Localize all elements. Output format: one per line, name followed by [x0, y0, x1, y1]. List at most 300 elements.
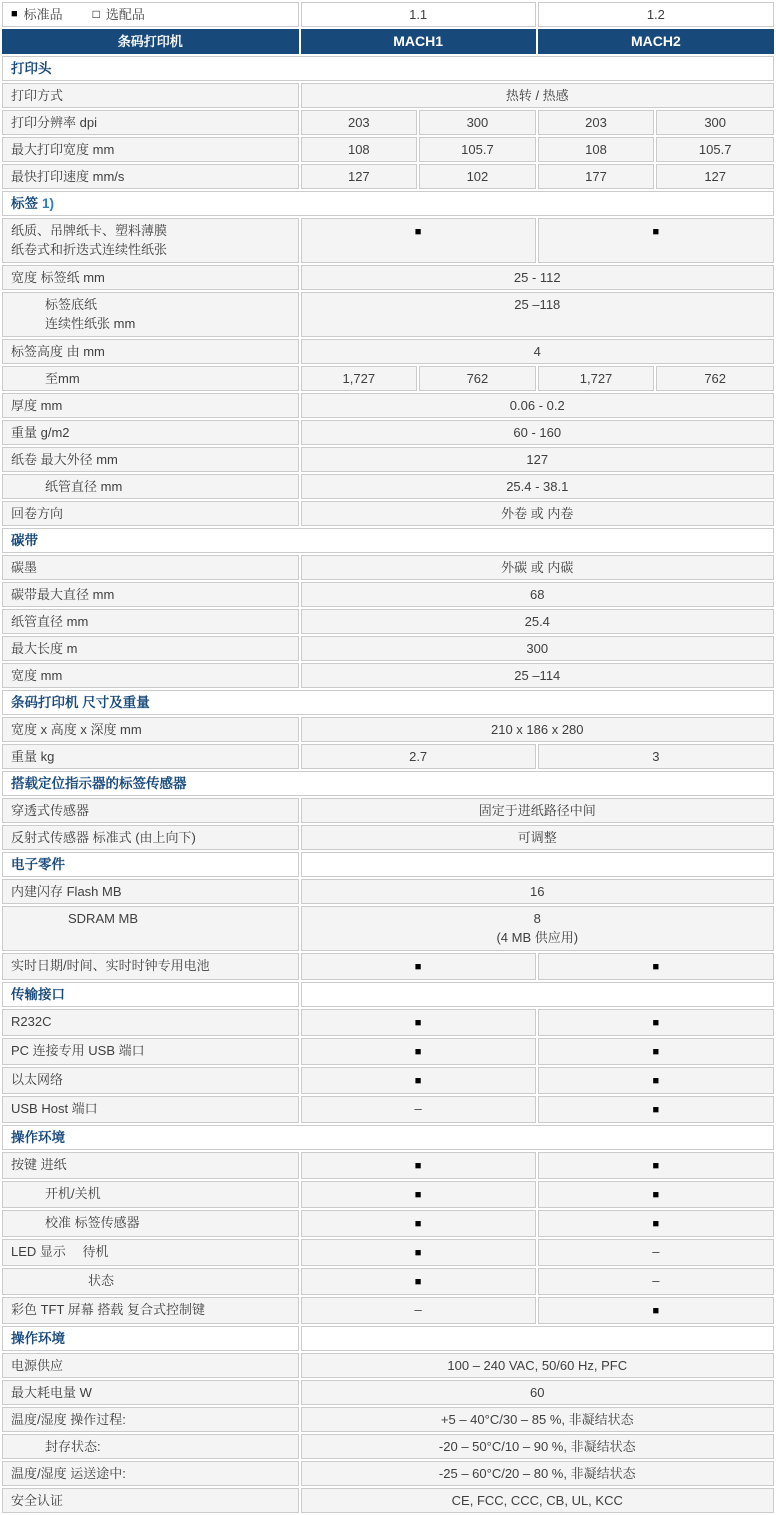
spec-label-cell	[2, 1038, 299, 1065]
spec-value-cell	[301, 555, 774, 580]
spec-label-cell	[2, 1353, 299, 1378]
spec-label: 重量 g/m2	[11, 425, 70, 440]
spec-label: 标签高度 由 mm	[11, 344, 105, 359]
table-row	[2, 825, 774, 850]
spec-label: 重量 kg	[11, 749, 55, 764]
spec-value-cell	[301, 164, 418, 189]
spec-value: 68	[530, 587, 545, 602]
table-row	[2, 1268, 774, 1295]
spec-value-cell	[301, 798, 774, 823]
table-row	[2, 339, 774, 364]
spec-label-cell	[2, 906, 299, 951]
sub-section-title-cell	[2, 852, 299, 877]
spec-value-cell	[301, 110, 418, 135]
spec-label-cell	[2, 879, 299, 904]
standard-mark-cell	[538, 1096, 774, 1123]
spec-label-cell	[2, 110, 299, 135]
section-row	[2, 1125, 774, 1150]
spec-label: 回卷方向	[11, 506, 64, 521]
filled-square-mark: ■	[414, 961, 422, 973]
table-row	[2, 953, 774, 980]
spec-value: -20 – 50°C/10 – 90 %, 非凝结状态	[438, 1439, 636, 1454]
standard-mark-cell	[301, 1038, 536, 1065]
spec-value: (4 MB 供应用)	[496, 930, 579, 945]
table-row	[2, 501, 774, 526]
section-title-cell	[2, 1125, 774, 1150]
spec-value-cell	[419, 164, 536, 189]
table-row	[2, 1009, 774, 1036]
spec-label: USB Host 端口	[11, 1101, 98, 1116]
filled-square-mark: ■	[652, 1160, 660, 1172]
table-row	[2, 137, 774, 162]
spec-label-cell	[2, 636, 299, 661]
spec-label: 状态	[88, 1273, 115, 1288]
spec-value: 105.7	[698, 142, 732, 157]
spec-value-cell	[301, 1353, 774, 1378]
spec-label-cell	[2, 1297, 299, 1324]
spec-label: 打印分辨率 dpi	[11, 115, 97, 130]
spec-value-cell	[301, 609, 774, 634]
spec-value: -25 – 60°C/20 – 80 %, 非凝结状态	[438, 1466, 636, 1481]
spec-value: 300	[704, 115, 727, 130]
table-row	[2, 798, 774, 823]
standard-mark-cell	[538, 1067, 774, 1094]
spec-value: 25 –114	[514, 668, 561, 683]
spec-value-cell	[301, 636, 774, 661]
table-row	[2, 1407, 774, 1432]
not-available-cell	[301, 1096, 536, 1123]
spec-value-cell	[301, 1380, 774, 1405]
spec-label: 纸卷式和折迭式连续性纸张	[11, 242, 168, 257]
spec-value-cell	[301, 339, 774, 364]
spec-value-cell	[301, 1488, 774, 1513]
spec-value: 300	[526, 641, 549, 656]
spec-label-cell	[2, 474, 299, 499]
spec-label-cell	[2, 1067, 299, 1094]
standard-mark-cell	[301, 1152, 536, 1179]
spec-label: 纸卷 最大外径 mm	[11, 452, 118, 467]
spec-label: 纸质、吊牌纸卡、塑料薄膜	[11, 223, 168, 238]
section-title: 打印头	[11, 61, 52, 76]
spec-label-cell	[2, 447, 299, 472]
spec-label-cell	[2, 1096, 299, 1123]
table-row	[2, 555, 774, 580]
spec-value-cell	[301, 744, 536, 769]
section-title-cell	[2, 191, 774, 216]
spec-table-body	[2, 56, 774, 1513]
table-row	[2, 218, 774, 263]
section-row	[2, 690, 774, 715]
spec-value-cell	[301, 663, 774, 688]
table-row	[2, 393, 774, 418]
section-title-cell	[2, 528, 774, 553]
spec-value-cell	[301, 717, 774, 742]
spec-value-cell	[301, 1461, 774, 1486]
spec-value-cell	[301, 265, 774, 290]
spec-value-cell	[419, 110, 536, 135]
spec-label: R232C	[11, 1014, 52, 1029]
section-title: 操作环境	[11, 1331, 65, 1346]
section-title: 搭载定位指示器的标签传感器	[11, 776, 187, 791]
spec-label: 温度/湿度 运送途中:	[11, 1466, 126, 1481]
table-row	[2, 636, 774, 661]
spec-label: 宽度 mm	[11, 668, 63, 683]
standard-mark-cell	[301, 218, 536, 263]
standard-mark-cell	[538, 1152, 774, 1179]
spec-label-cell	[2, 1239, 299, 1266]
table-row	[2, 164, 774, 189]
spec-label: 校准 标签传感器	[45, 1215, 140, 1230]
dash-mark: –	[652, 1273, 660, 1288]
spec-label-cell	[2, 218, 299, 263]
table-row	[2, 582, 774, 607]
spec-value: 127	[347, 169, 370, 184]
table-row	[2, 265, 774, 290]
table-row	[2, 879, 774, 904]
spec-label-cell	[2, 1407, 299, 1432]
spec-label-cell	[2, 339, 299, 364]
spec-label: 宽度 标签纸 mm	[11, 270, 105, 285]
spec-label-cell	[2, 555, 299, 580]
spec-label: SDRAM MB	[68, 911, 139, 926]
spec-label-cell	[2, 83, 299, 108]
spec-label-cell	[2, 1380, 299, 1405]
filled-square-icon: ■	[11, 8, 18, 20]
legend	[11, 5, 290, 24]
sub-section-title-cell	[2, 1326, 299, 1351]
legend-cell	[2, 2, 299, 27]
spec-label-cell	[2, 164, 299, 189]
spec-label-cell	[2, 501, 299, 526]
spec-value: 60	[530, 1385, 545, 1400]
spec-value-cell	[301, 292, 774, 337]
spec-value: 可调整	[517, 830, 557, 845]
sub-section-empty-cell	[301, 852, 774, 877]
filled-square-mark: ■	[652, 1046, 660, 1058]
spec-value-cell	[301, 420, 774, 445]
spec-value-cell	[656, 110, 774, 135]
spec-label: 最快打印速度 mm/s	[11, 169, 125, 184]
spec-label-cell	[2, 265, 299, 290]
spec-value-cell	[419, 366, 536, 391]
spec-label: 最大长度 m	[11, 641, 78, 656]
section-row	[2, 528, 774, 553]
spec-value-cell	[301, 447, 774, 472]
spec-label: 开机/关机	[45, 1186, 101, 1201]
spec-label: 电源供应	[11, 1358, 64, 1373]
legend-optional-label: 选配品	[105, 7, 145, 22]
standard-mark-cell	[301, 1009, 536, 1036]
spec-value-cell	[301, 1434, 774, 1459]
spec-label: 安全认证	[11, 1493, 64, 1508]
filled-square-mark: ■	[414, 1017, 422, 1029]
spec-value-cell	[301, 83, 774, 108]
spec-value: 固定于进纸路径中间	[478, 803, 596, 818]
spec-value: 102	[466, 169, 489, 184]
table-row	[2, 420, 774, 445]
section-title: 条码打印机 尺寸及重量	[11, 695, 150, 710]
spec-value: CE, FCC, CCC, CB, UL, KCC	[451, 1493, 623, 1508]
spec-value: 210 x 186 x 280	[491, 722, 584, 737]
model-header-row	[2, 29, 774, 54]
spec-value-cell	[538, 164, 655, 189]
version-1-2-cell: 1.2	[538, 2, 774, 27]
spec-label-cell	[2, 582, 299, 607]
spec-label: 打印方式	[11, 88, 64, 103]
spec-label-cell	[2, 420, 299, 445]
table-row	[2, 1067, 774, 1094]
spec-value-cell	[419, 137, 536, 162]
table-row	[2, 717, 774, 742]
section-title-cell	[2, 690, 774, 715]
table-row	[2, 110, 774, 135]
section-title-footnote: 1)	[42, 196, 55, 211]
spec-value: 203	[347, 115, 370, 130]
table-row	[2, 1181, 774, 1208]
spec-label-cell	[2, 1461, 299, 1486]
section-title-cell	[2, 56, 774, 81]
filled-square-mark: ■	[652, 1189, 660, 1201]
spec-label-cell	[2, 393, 299, 418]
spec-label-cell	[2, 609, 299, 634]
section-title: 操作环境	[11, 1130, 65, 1145]
spec-label: 至mm	[45, 371, 80, 386]
spec-value-cell	[301, 137, 418, 162]
spec-label: 纸管直径 mm	[45, 479, 123, 494]
spec-value-cell	[538, 137, 655, 162]
spec-value: 3	[652, 749, 660, 764]
spec-value: 外卷 或 内卷	[501, 506, 574, 521]
spec-label-cell	[2, 1152, 299, 1179]
filled-square-mark: ■	[652, 226, 660, 238]
table-row	[2, 1353, 774, 1378]
sub-section-row	[2, 852, 774, 877]
spec-label: 碳带最大直径 mm	[11, 587, 115, 602]
spec-label-cell	[2, 1434, 299, 1459]
section-row	[2, 56, 774, 81]
filled-square-mark: ■	[414, 1189, 422, 1201]
spec-value: 127	[704, 169, 727, 184]
spec-value: 762	[704, 371, 727, 386]
spec-label: LED 显示 待机	[11, 1244, 109, 1259]
filled-square-mark: ■	[652, 961, 660, 973]
spec-value: 25 –118	[514, 297, 561, 312]
sub-section-row	[2, 982, 774, 1007]
section-title-cell	[2, 771, 774, 796]
spec-value-cell	[656, 137, 774, 162]
not-available-cell	[301, 1297, 536, 1324]
spec-value-cell	[301, 501, 774, 526]
table-row	[2, 1152, 774, 1179]
standard-mark-cell	[538, 218, 774, 263]
not-available-cell	[538, 1239, 774, 1266]
table-row	[2, 1434, 774, 1459]
filled-square-mark: ■	[414, 1075, 422, 1087]
spec-value: 762	[466, 371, 489, 386]
spec-value: 2.7	[409, 749, 428, 764]
table-row	[2, 1488, 774, 1513]
spec-label-cell	[2, 1268, 299, 1295]
spec-value-cell	[301, 879, 774, 904]
spec-value: 60 - 160	[513, 425, 562, 440]
standard-mark-cell	[538, 1009, 774, 1036]
table-row	[2, 1239, 774, 1266]
spec-value: 108	[585, 142, 607, 157]
spec-label: 标签底纸	[45, 297, 98, 312]
standard-mark-cell	[301, 953, 536, 980]
spec-value-cell	[656, 366, 774, 391]
spec-label-cell	[2, 825, 299, 850]
spec-value-cell	[538, 366, 655, 391]
table-row	[2, 663, 774, 688]
spec-value-cell	[301, 393, 774, 418]
dash-mark: –	[414, 1101, 422, 1116]
spec-label: PC 连接专用 USB 端口	[11, 1043, 145, 1058]
dash-mark: –	[652, 1244, 660, 1259]
spec-value: 25 - 112	[513, 270, 561, 285]
section-title: 碳带	[11, 533, 38, 548]
standard-mark-cell	[538, 953, 774, 980]
model-mach2-cell: MACH2	[538, 29, 774, 54]
spec-value: 127	[526, 452, 549, 467]
table-row	[2, 1210, 774, 1237]
spec-value: 0.06 - 0.2	[509, 398, 565, 413]
spec-label: 最大耗电量 W	[11, 1385, 92, 1400]
spec-value: 25.4	[524, 614, 550, 629]
section-row	[2, 191, 774, 216]
spec-value-cell	[538, 110, 655, 135]
filled-square-mark: ■	[414, 226, 422, 238]
sub-section-row	[2, 1326, 774, 1351]
spec-label: 内建闪存 Flash MB	[11, 884, 122, 899]
table-row	[2, 609, 774, 634]
spec-label: 连续性纸张 mm	[45, 316, 136, 331]
filled-square-mark: ■	[652, 1104, 660, 1116]
table-row	[2, 906, 774, 951]
version-1-1-cell: 1.1	[301, 2, 536, 27]
spec-label-cell	[2, 663, 299, 688]
spec-value-cell	[538, 744, 774, 769]
table-row	[2, 1380, 774, 1405]
standard-mark-cell	[301, 1268, 536, 1295]
table-row	[2, 366, 774, 391]
section-title: 传输接口	[11, 987, 65, 1002]
spec-label: 彩色 TFT 屏幕 搭载 复合式控制键	[11, 1302, 206, 1317]
not-available-cell	[538, 1268, 774, 1295]
section-title: 标签	[11, 196, 38, 211]
spec-value-cell	[301, 474, 774, 499]
sub-section-empty-cell	[301, 1326, 774, 1351]
filled-square-mark: ■	[414, 1247, 422, 1259]
table-row	[2, 292, 774, 337]
legend-version-row	[2, 2, 774, 27]
spec-value: +5 – 40°C/30 – 85 %, 非凝结状态	[440, 1412, 634, 1427]
spec-value-cell	[301, 825, 774, 850]
spec-label: 宽度 x 高度 x 深度 mm	[11, 722, 142, 737]
spec-value: 16	[530, 884, 545, 899]
spec-label: 封存状态:	[45, 1439, 101, 1454]
section-row	[2, 771, 774, 796]
empty-square-icon: □	[92, 7, 100, 21]
spec-value: 8	[533, 911, 541, 926]
standard-mark-cell	[301, 1239, 536, 1266]
standard-mark-cell	[301, 1067, 536, 1094]
spec-label-cell	[2, 137, 299, 162]
spec-label: 反射式传感器 标准式 (由上向下)	[11, 830, 196, 845]
spec-label-cell	[2, 1488, 299, 1513]
spec-value: 1,727	[579, 371, 613, 386]
spec-label: 最大打印宽度 mm	[11, 142, 115, 157]
spec-label: 温度/湿度 操作过程:	[11, 1412, 126, 1427]
table-row	[2, 474, 774, 499]
filled-square-mark: ■	[652, 1075, 660, 1087]
table-row	[2, 1096, 774, 1123]
spec-label: 实时日期/时间、实时时钟专用电池	[11, 958, 210, 973]
spec-label-cell	[2, 1210, 299, 1237]
spec-label: 按键 进纸	[11, 1157, 67, 1172]
spec-value: 108	[347, 142, 370, 157]
table-row	[2, 447, 774, 472]
spec-value: 热转 / 热感	[505, 88, 569, 103]
table-row	[2, 83, 774, 108]
table-row	[2, 1461, 774, 1486]
table-row	[2, 744, 774, 769]
spec-value: 4	[533, 344, 541, 359]
spec-label-cell	[2, 1181, 299, 1208]
standard-mark-cell	[538, 1038, 774, 1065]
model-mach1-cell: MACH1	[301, 29, 536, 54]
spec-value-cell	[301, 1407, 774, 1432]
sub-section-empty-cell	[301, 982, 774, 1007]
spec-value: 203	[585, 115, 607, 130]
filled-square-mark: ■	[414, 1218, 422, 1230]
spec-value: 25.4 - 38.1	[506, 479, 569, 494]
spec-label-cell	[2, 292, 299, 337]
spec-value-cell	[301, 582, 774, 607]
standard-mark-cell	[538, 1297, 774, 1324]
spec-value: 177	[585, 169, 607, 184]
table-row	[2, 1038, 774, 1065]
sub-section-title-cell	[2, 982, 299, 1007]
spec-value: 100 – 240 VAC, 50/60 Hz, PFC	[447, 1358, 628, 1373]
spec-label-cell	[2, 798, 299, 823]
legend-standard-label: 标准品	[23, 7, 63, 22]
spec-label-cell	[2, 366, 299, 391]
table-row	[2, 1297, 774, 1324]
spec-value: 105.7	[461, 142, 494, 157]
spec-value-cell	[301, 906, 774, 951]
spec-label-cell	[2, 744, 299, 769]
spec-value-cell	[301, 366, 418, 391]
spec-value-cell	[656, 164, 774, 189]
spec-value: 1,727	[342, 371, 376, 386]
spec-label: 厚度 mm	[11, 398, 63, 413]
spec-label: 穿透式传感器	[11, 803, 90, 818]
filled-square-mark: ■	[414, 1046, 422, 1058]
filled-square-mark: ■	[652, 1017, 660, 1029]
standard-mark-cell	[538, 1181, 774, 1208]
standard-mark-cell	[538, 1210, 774, 1237]
filled-square-mark: ■	[414, 1276, 422, 1288]
spec-label: 碳墨	[11, 560, 38, 575]
standard-mark-cell	[301, 1210, 536, 1237]
section-title: 电子零件	[11, 857, 65, 872]
spec-label: 纸管直径 mm	[11, 614, 89, 629]
standard-mark-cell	[301, 1181, 536, 1208]
spec-label: 以太网络	[11, 1072, 64, 1087]
filled-square-mark: ■	[652, 1218, 660, 1230]
filled-square-mark: ■	[652, 1305, 660, 1317]
